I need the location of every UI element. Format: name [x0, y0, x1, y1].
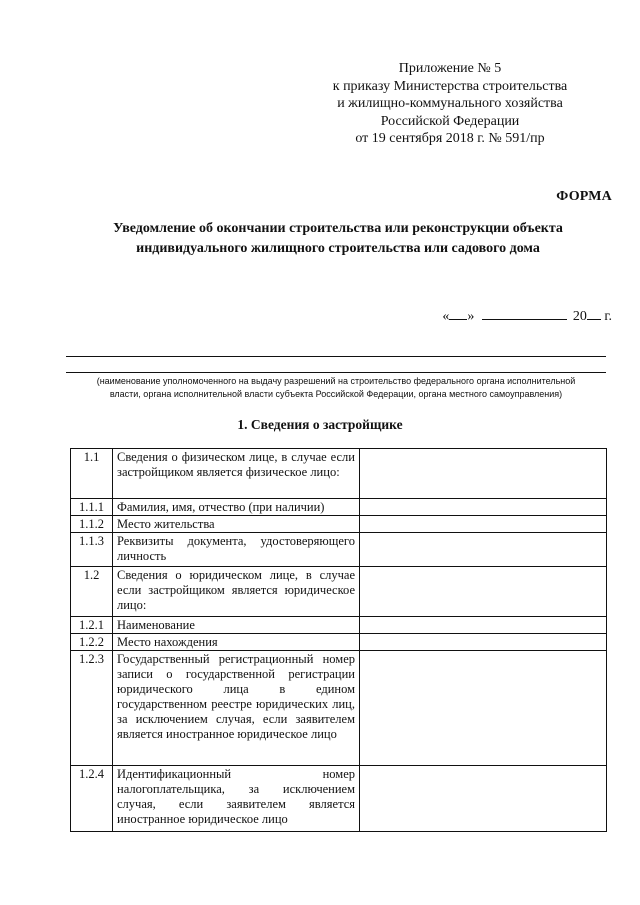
appendix-line: Приложение № 5 — [398, 61, 502, 76]
row-value-cell[interactable] — [360, 634, 607, 651]
table-row — [71, 516, 607, 533]
row-value-cell[interactable] — [360, 766, 607, 832]
row-value-cell[interactable] — [360, 516, 607, 533]
date-open-quote: « — [442, 309, 450, 324]
document-title — [60, 219, 616, 259]
row-value-cell[interactable] — [360, 499, 607, 516]
recipient-caption — [66, 375, 606, 400]
section-title: 1. Сведения о застройщике — [237, 417, 403, 432]
developer-info-table — [70, 448, 607, 832]
row-label: Наименование — [113, 617, 360, 634]
table-row — [71, 449, 607, 499]
row-label: Государственный регистрационный номер записи о государственной регистрации юридического лица в едином государственном реестре юридических лиц, за исключением случая, если заявителем является иностранное юридическое лицо — [113, 651, 360, 766]
date-year-blank[interactable] — [587, 307, 601, 320]
row-label: Идентификационный номер налогоплательщика, за исключением случая, если заявителем является иностранное юридическое лицо — [113, 766, 360, 832]
appendix-line: от 19 сентября 2018 г. № 591/пр — [355, 131, 545, 146]
table-row — [71, 617, 607, 634]
row-label: Место нахождения — [113, 634, 360, 651]
table-row — [71, 533, 607, 567]
appendix-line: Российской Федерации — [380, 113, 520, 129]
appendix-line: и жилищно-коммунального хозяйства — [337, 96, 563, 111]
row-number: 1.1.3 — [71, 533, 113, 567]
row-label: Место жительства — [113, 516, 360, 533]
row-number: 1.2 — [71, 567, 113, 617]
table-row — [71, 634, 607, 651]
table-row — [71, 651, 607, 766]
row-label: Реквизиты документа, удостоверяющего личность — [113, 533, 360, 567]
date-month-blank[interactable] — [482, 307, 567, 320]
appendix-reference — [300, 60, 600, 148]
date-day-blank[interactable] — [449, 307, 467, 320]
row-value-cell[interactable] — [360, 617, 607, 634]
row-number: 1.1.1 — [71, 499, 113, 516]
form-label: ФОРМА — [556, 189, 612, 204]
row-label: Сведения о физическом лице, в случае если застройщиком является физическое лицо: — [113, 449, 360, 499]
row-label: Сведения о юридическом лице, в случае если застройщиком является юридическое лицо: — [113, 567, 360, 617]
row-number: 1.2.2 — [71, 634, 113, 651]
appendix-line: к приказу Министерства строительства — [332, 78, 568, 94]
recipient-caption-line: власти, органа исполнительной власти субъекта Российской Федерации, органа местного самоуправления) — [109, 388, 563, 399]
table-row — [71, 766, 607, 832]
row-number: 1.2.3 — [71, 651, 113, 766]
recipient-blank-line[interactable] — [66, 372, 606, 373]
date-field — [442, 307, 612, 325]
recipient-caption-line: (наименование уполномоченного на выдачу разрешений на строительство федерального органа исполнительной — [96, 376, 576, 386]
row-number: 1.2.4 — [71, 766, 113, 832]
table-row — [71, 567, 607, 617]
row-value-cell[interactable] — [360, 533, 607, 567]
row-value-cell[interactable] — [360, 567, 607, 617]
row-value-cell[interactable] — [360, 651, 607, 766]
document-title-line: Уведомление об окончании строительства или реконструкции объекта — [113, 221, 563, 236]
table-row — [71, 499, 607, 516]
date-close-quote: » — [467, 309, 475, 324]
row-label: Фамилия, имя, отчество (при наличии) — [113, 499, 360, 516]
recipient-blank-line[interactable] — [66, 356, 606, 357]
date-year-prefix: 20 — [572, 309, 587, 324]
row-number: 1.1.2 — [71, 516, 113, 533]
date-year-suffix: г. — [604, 309, 612, 324]
row-number: 1.1 — [71, 449, 113, 499]
document-title-line: индивидуального жилищного строительства или садового дома — [136, 241, 540, 256]
row-number: 1.2.1 — [71, 617, 113, 634]
row-value-cell[interactable] — [360, 449, 607, 499]
